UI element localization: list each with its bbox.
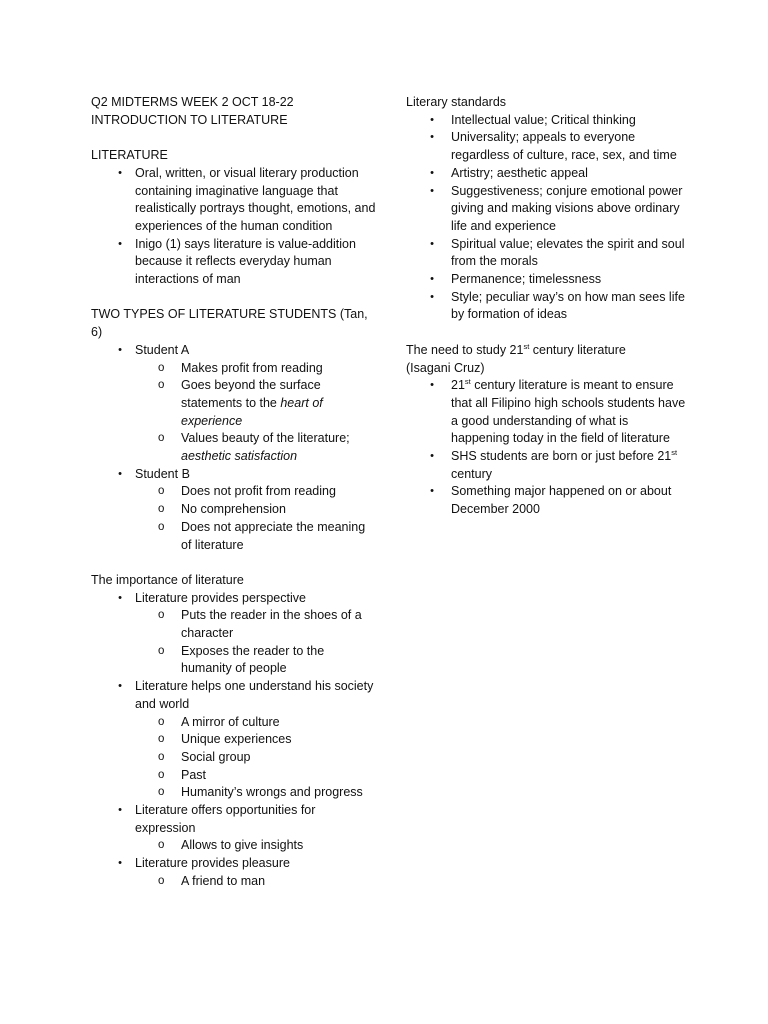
spacer [91,554,376,572]
sub-list-item-text: A mirror of culture [181,714,280,729]
bullet-marker: • [430,450,434,463]
bullet-marker: • [430,273,434,286]
spacer [91,129,376,147]
list-item [406,183,686,236]
sub-list-item-text: No comprehension [181,502,286,517]
text-part: 21 [451,378,465,393]
sub-list-item [91,749,376,767]
list-item [91,855,376,890]
list-item [406,165,686,183]
heading-text: century literature [529,342,626,357]
superscript: st [671,447,678,457]
sub-list [135,607,376,678]
list-item [91,236,376,289]
list-item-text: Universality; appeals to everyone regardless of culture, race, sex, and time [451,130,677,163]
sub-list-item-text: Does not profit from reading [181,484,336,499]
section-heading-need-author: (Isagani Cruz) [406,360,485,375]
bullet-marker: • [118,467,122,480]
list-item [406,289,686,324]
bullet-marker: • [430,379,434,392]
standards-list [406,112,686,324]
doc-header-line1: Q2 MIDTERMS WEEK 2 OCT 18-22 [91,95,294,109]
heading-text: The need to study 21 [406,342,524,357]
list-item [91,590,376,679]
list-item-text: Literature provides pleasure [135,856,290,871]
list-item-text: Oral, written, or visual literary production containing imaginative language that realistically portrays thought, emotions, and experiences of the human condition [135,165,376,233]
list-item [406,129,686,164]
sub-list [135,837,376,855]
bullet-marker: • [430,113,434,126]
bullet-marker: • [118,857,122,870]
sub-list-item-text: Social group [181,749,251,764]
list-item-text: Literature provides perspective [135,590,306,605]
sub-list-item-text: Makes profit from reading [181,360,323,375]
sub-list-item [91,767,376,785]
list-item [91,802,376,855]
right-column [406,94,686,519]
sub-list-item-text: Past [181,767,207,782]
sub-bullet-marker: o [158,485,165,498]
sub-list-item-text: Does not appreciate the meaning of literature [181,519,366,552]
sub-list-item [91,360,376,378]
sub-list-item [91,784,376,802]
list-item-text [451,378,685,445]
sub-bullet-marker: o [158,520,165,533]
bullet-marker: • [118,166,122,179]
bullet-marker: • [118,591,122,604]
text-part: century literature is meant to ensure that all Filipino high schools students have a good understanding of what is happening today in the field of literature [451,378,686,446]
list-item-text: Student B [135,466,190,481]
sub-list-item [91,501,376,519]
italic-text: heart of experience [181,395,323,428]
list-item-text: Student A [135,342,190,357]
sub-list-item-text: A friend to man [181,873,266,888]
list-item [406,236,686,271]
section-heading-standards: Literary standards [406,95,507,109]
spacer [406,324,686,342]
sub-list-item [91,837,376,855]
list-item [91,678,376,802]
sub-list-item-text: Goes beyond the surface statements to the [181,378,321,410]
list-item [91,342,376,466]
text-part: century [451,466,492,481]
list-item [91,466,376,555]
sub-bullet-marker: o [158,874,165,887]
sub-list [135,483,376,554]
need-list [406,377,686,519]
sub-bullet-marker: o [158,715,165,728]
bullet-marker: • [118,237,122,250]
sub-list-item [91,430,376,465]
list-item [406,112,686,130]
bullet-marker: • [430,290,434,303]
sub-list-item [91,714,376,732]
bullet-marker: • [430,184,434,197]
sub-bullet-marker: o [158,361,165,374]
sub-list-item-text: Puts the reader in the shoes of a character [181,608,362,641]
bullet-marker: • [118,804,122,817]
section-heading-importance: The importance of literature [91,572,244,587]
sub-list-item-text: Humanity’s wrongs and progress [181,785,363,800]
sub-bullet-marker: o [158,609,165,622]
list-item-text: Style; peculiar way’s on how man sees life by formation of ideas [451,289,685,322]
list-item-text: Something major happened on or about December 2000 [451,484,672,517]
bullet-marker: • [430,237,434,250]
sub-list-item [91,483,376,501]
sub-list-item [91,643,376,678]
section-heading-two-types: TWO TYPES OF LITERATURE STUDENTS (Tan, 6) [91,307,368,340]
sub-bullet-marker: o [158,839,165,852]
bullet-marker: • [430,166,434,179]
sub-list-item-text: Values beauty of the literature; [181,431,350,446]
sub-list-item-text: Exposes the reader to the humanity of people [181,643,325,676]
text-part: SHS students are born or just before 21 [451,449,672,464]
doc-header-line2: INTRODUCTION TO LITERATURE [91,112,288,127]
list-item-text: Inigo (1) says literature is value-addition because it reflects everyday human interactions of man [135,236,356,287]
sub-bullet-marker: o [158,379,165,392]
sub-list-item [91,607,376,642]
list-item-text [451,449,677,481]
sub-bullet-marker: o [158,644,165,657]
bullet-marker: • [118,343,122,356]
list-item [406,377,686,448]
list-item-text: Permanence; timelessness [451,272,602,287]
sub-bullet-marker: o [158,733,165,746]
sub-bullet-marker: o [158,432,165,445]
sub-list [135,873,376,891]
sub-list-item [91,731,376,749]
list-item-text: Intellectual value; Critical thinking [451,112,636,127]
list-item-text: Literature helps one understand his society and world [135,679,374,711]
list-item [91,165,376,236]
sub-bullet-marker: o [158,786,165,799]
sub-list-item-text: Allows to give insights [181,838,304,853]
superscript: st [464,377,471,387]
bullet-marker: • [118,680,122,693]
spacer [91,289,376,307]
sub-bullet-marker: o [158,750,165,763]
list-item-text: Suggestiveness; conjure emotional power giving and making visions above ordinary life and experience [451,183,683,233]
sub-list-item [91,519,376,554]
superscript: st [523,341,530,351]
sub-list-item [91,377,376,430]
importance-list [91,590,376,891]
list-item-text: Artistry; aesthetic appeal [451,165,588,180]
two-types-list [91,342,376,554]
italic-text: aesthetic satisfaction [181,449,298,464]
sub-list [135,714,376,803]
list-item-text: Literature offers opportunities for expression [135,803,316,835]
sub-list-item-text: Unique experiences [181,732,292,747]
sub-list-item [91,873,376,891]
list-item-text: Spiritual value; elevates the spirit and soul from the morals [451,236,685,269]
literature-bullet-list [91,165,376,289]
list-item [406,483,686,518]
sub-bullet-marker: o [158,768,165,781]
sub-bullet-marker: o [158,503,165,516]
section-heading-literature: LITERATURE [91,148,168,163]
sub-list [135,360,376,466]
left-column [91,94,376,891]
list-item [406,448,686,483]
list-item [406,271,686,289]
bullet-marker: • [430,131,434,144]
section-heading-need [406,342,686,360]
bullet-marker: • [430,485,434,498]
